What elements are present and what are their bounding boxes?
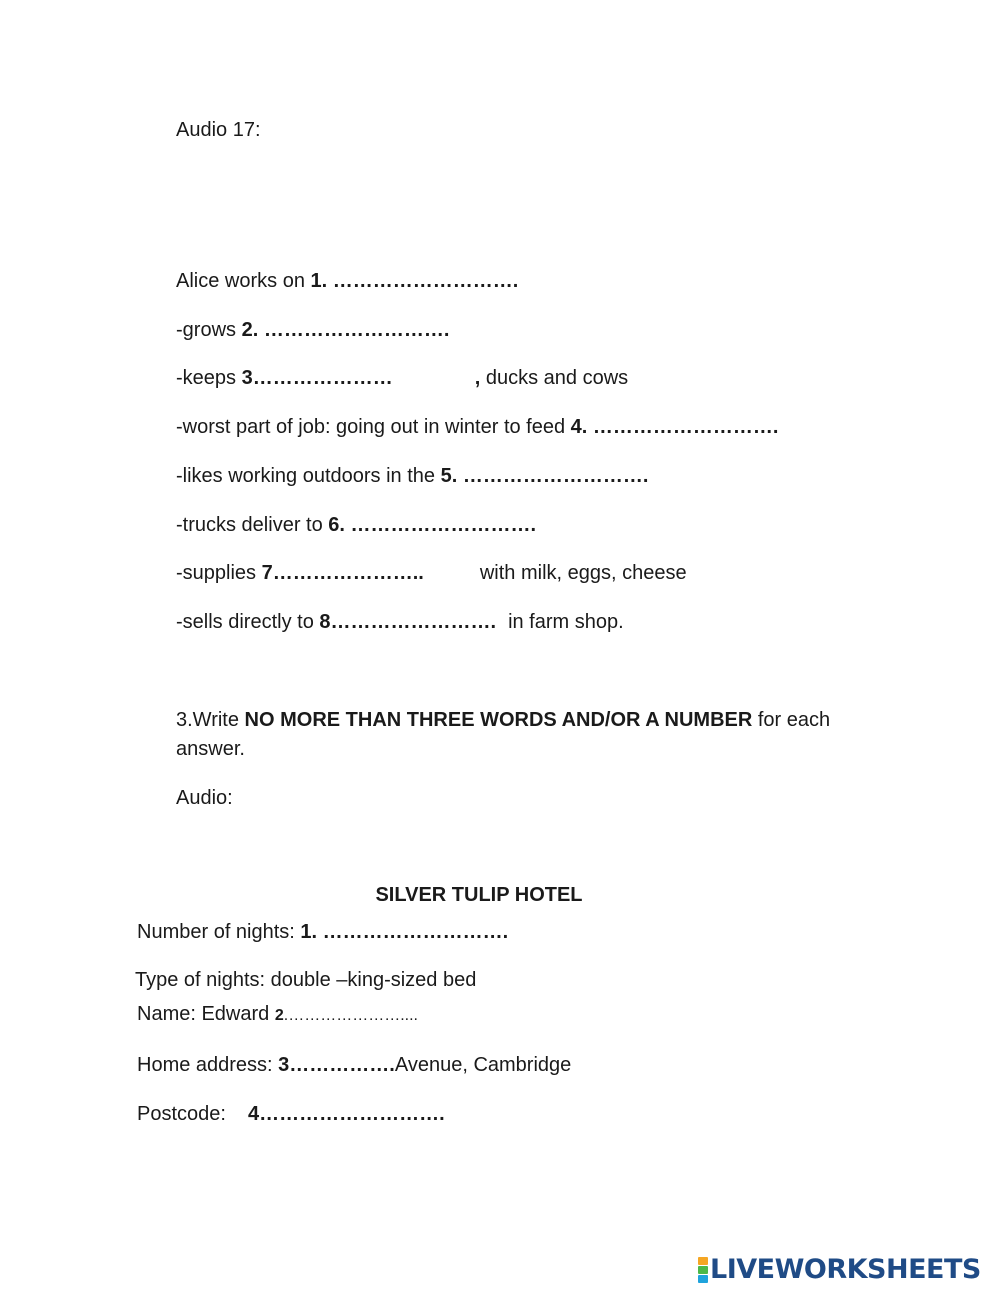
address-after: Avenue, Cambridge	[394, 1054, 572, 1076]
part3-instruction-line2: answer.	[176, 738, 245, 760]
item-8-blank: 8…………………….	[319, 611, 497, 633]
instruction-post: for each	[752, 709, 831, 731]
item-2-text: -grows	[176, 319, 242, 341]
item-4-blank: 4. ……………………….	[570, 416, 779, 438]
item-6-text: -trucks deliver to	[176, 514, 329, 536]
postcode-label: Postcode:	[137, 1103, 226, 1125]
item-1-text: Alice works on	[176, 270, 311, 292]
item-8	[176, 610, 624, 634]
audio-label: Audio:	[176, 787, 233, 809]
logo-mark-icon	[698, 1257, 708, 1283]
item-5-text: -likes working outdoors in the	[176, 465, 441, 487]
item-3-blank: 3…………………	[241, 367, 393, 389]
hotel-name	[137, 1002, 418, 1028]
item-5	[176, 464, 648, 488]
name-label: Name: Edward	[137, 1003, 275, 1025]
audio-17-label: Audio 17:	[176, 119, 261, 141]
item-8-text: -sells directly to	[176, 611, 320, 633]
item-6-blank: 6. ……………………….	[328, 514, 537, 536]
item-2	[176, 318, 449, 342]
liveworksheets-logo	[698, 1255, 981, 1285]
postcode-blank: 4……………………….	[247, 1103, 445, 1125]
item-3-comma: ,	[474, 367, 481, 389]
item-3	[176, 366, 628, 390]
item-2-blank: 2. ……………………….	[241, 319, 450, 341]
nights-label: Number of nights:	[137, 921, 301, 943]
item-8-after: in farm shop.	[508, 611, 624, 633]
item-3-text: -keeps	[176, 367, 242, 389]
hotel-title: SILVER TULIP HOTEL	[375, 884, 583, 906]
hotel-nights	[137, 920, 508, 944]
part3-instruction	[176, 708, 830, 732]
hotel-address	[137, 1053, 571, 1077]
item-1-blank: 1. ……………………….	[310, 270, 519, 292]
instruction-pre: 3.Write	[176, 709, 245, 731]
instruction-bold: NO MORE THAN THREE WORDS AND/OR A NUMBER	[244, 709, 753, 731]
address-blank: 3…………….	[278, 1054, 395, 1076]
logo-text: LIVEWORKSHEETS	[710, 1254, 981, 1285]
item-7-after: with milk, eggs, cheese	[479, 562, 687, 584]
item-6	[176, 513, 536, 537]
item-1	[176, 269, 518, 293]
item-4-text: -worst part of job: going out in winter to feed	[176, 416, 571, 438]
hotel-postcode	[137, 1102, 445, 1126]
hotel-type: Type of nights: double –king-sized bed	[135, 969, 477, 991]
item-3-after: ducks and cows	[480, 367, 629, 389]
name-blank: .…………………....	[283, 1007, 418, 1024]
nights-blank: 1. ……………………….	[300, 921, 509, 943]
address-label: Home address:	[137, 1054, 279, 1076]
name-number: 2	[274, 1007, 284, 1024]
item-4	[176, 415, 778, 439]
item-7	[176, 561, 687, 585]
item-7-blank: 7…………………..	[261, 562, 424, 584]
item-7-text: -supplies	[176, 562, 262, 584]
item-5-blank: 5. ……………………….	[440, 465, 649, 487]
